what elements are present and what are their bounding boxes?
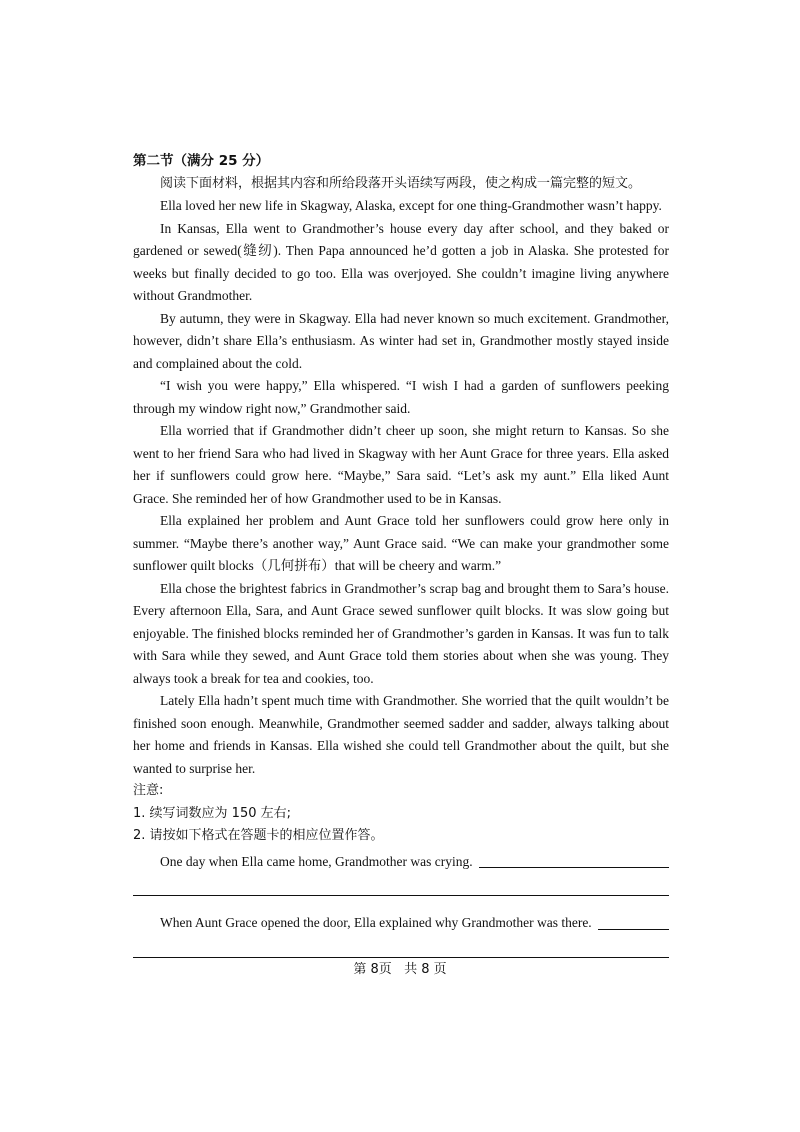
note-item: 1. 续写词数应为 150 左右; <box>133 805 291 821</box>
story-paragraph: Ella chose the brightest fabrics in Grandmother’s scrap bag and brought them to Sara’s house. Every afternoon Ella, Sara, and Aunt Grace sewed sunflower quilt blocks. It was slow going but enjoyable. The finished blocks reminded her of Grandmother’s garden in Kansas. It was fun to talk with Sara while they sewed, and Aunt Grace told them stories about when she was young. They always took a break for tea and cookies, too. <box>133 580 669 686</box>
writing-section <box>133 150 669 958</box>
page-footer: 第 8页 共 8 页 <box>353 962 447 977</box>
notes-label: 注意: <box>133 783 164 798</box>
section-title: 第二节（满分 25 分） <box>133 153 270 169</box>
starter-sentence: One day when Ella came home, Grandmother was crying. <box>160 853 473 869</box>
story-paragraph: By autumn, they were in Skagway. Ella had never known so much excitement. Grandmother, however, didn’t share Ella’s enthusiasm. As winter had set in, Grandmother mostly stayed inside and complained about the cold. <box>133 310 669 371</box>
instruction-text: 阅读下面材料，根据其内容和所给段落开头语续写两段，使之构成一篇完整的短文。 <box>160 175 642 191</box>
story-paragraph: Ella loved her new life in Skagway, Alaska, except for one thing-Grandmother wasn’t happy. <box>160 198 662 213</box>
story-paragraph: “I wish you were happy,” Ella whispered. “I wish I had a garden of sunflowers peeking through my window right now,” Grandmother said. <box>133 378 669 416</box>
continuation-starter-2 <box>133 912 669 935</box>
note-item: 2. 请按如下格式在答题卡的相应位置作答。 <box>133 828 384 843</box>
story-paragraph: Lately Ella hadn’t spent much time with Grandmother. She worried that the quilt wouldn’t be finished soon enough. Meanwhile, Grandmother seemed sadder and sadder, always talking about her home and friends in Kansas. Ella wished she could tell Grandmother about the quilt, but she wanted to surprise her. <box>133 693 669 776</box>
story-paragraph: Ella worried that if Grandmother didn’t cheer up soon, she might return to Kansas. So she went to her friend Sara who had lived in Skagway with her Aunt Grace for three years. Ella asked her if sunflowers could grow here. “Maybe,” Sara said. “Let’s ask my aunt.” Ella liked Aunt Grace. She reminded her of how Grandmother used to be in Kansas. <box>133 423 669 506</box>
continuation-starter-1 <box>133 851 669 874</box>
starter-sentence: When Aunt Grace opened the door, Ella explained why Grandmother was there. <box>160 915 592 930</box>
answer-line[interactable] <box>133 935 669 958</box>
story-paragraph: In Kansas, Ella went to Grandmother’s house every day after school, and they baked or gardened or sewed(缝纫). Then Papa announced he’d gotten a job in Alaska. She protested for weeks but finally decided to go too. Ella was overjoyed. She couldn’t imagine living anywhere without Grandmother. <box>133 220 669 303</box>
answer-blank[interactable] <box>479 867 669 868</box>
answer-line[interactable] <box>133 873 669 896</box>
story-paragraph: Ella explained her problem and Aunt Grace told her sunflowers could grow here only in summer. “Maybe there’s another way,” Aunt Grace said. “We can make your grandmother some sunflower quilt blocks（几何拼布）that will be cheery and warm.” <box>133 513 669 573</box>
answer-blank[interactable] <box>598 929 669 930</box>
